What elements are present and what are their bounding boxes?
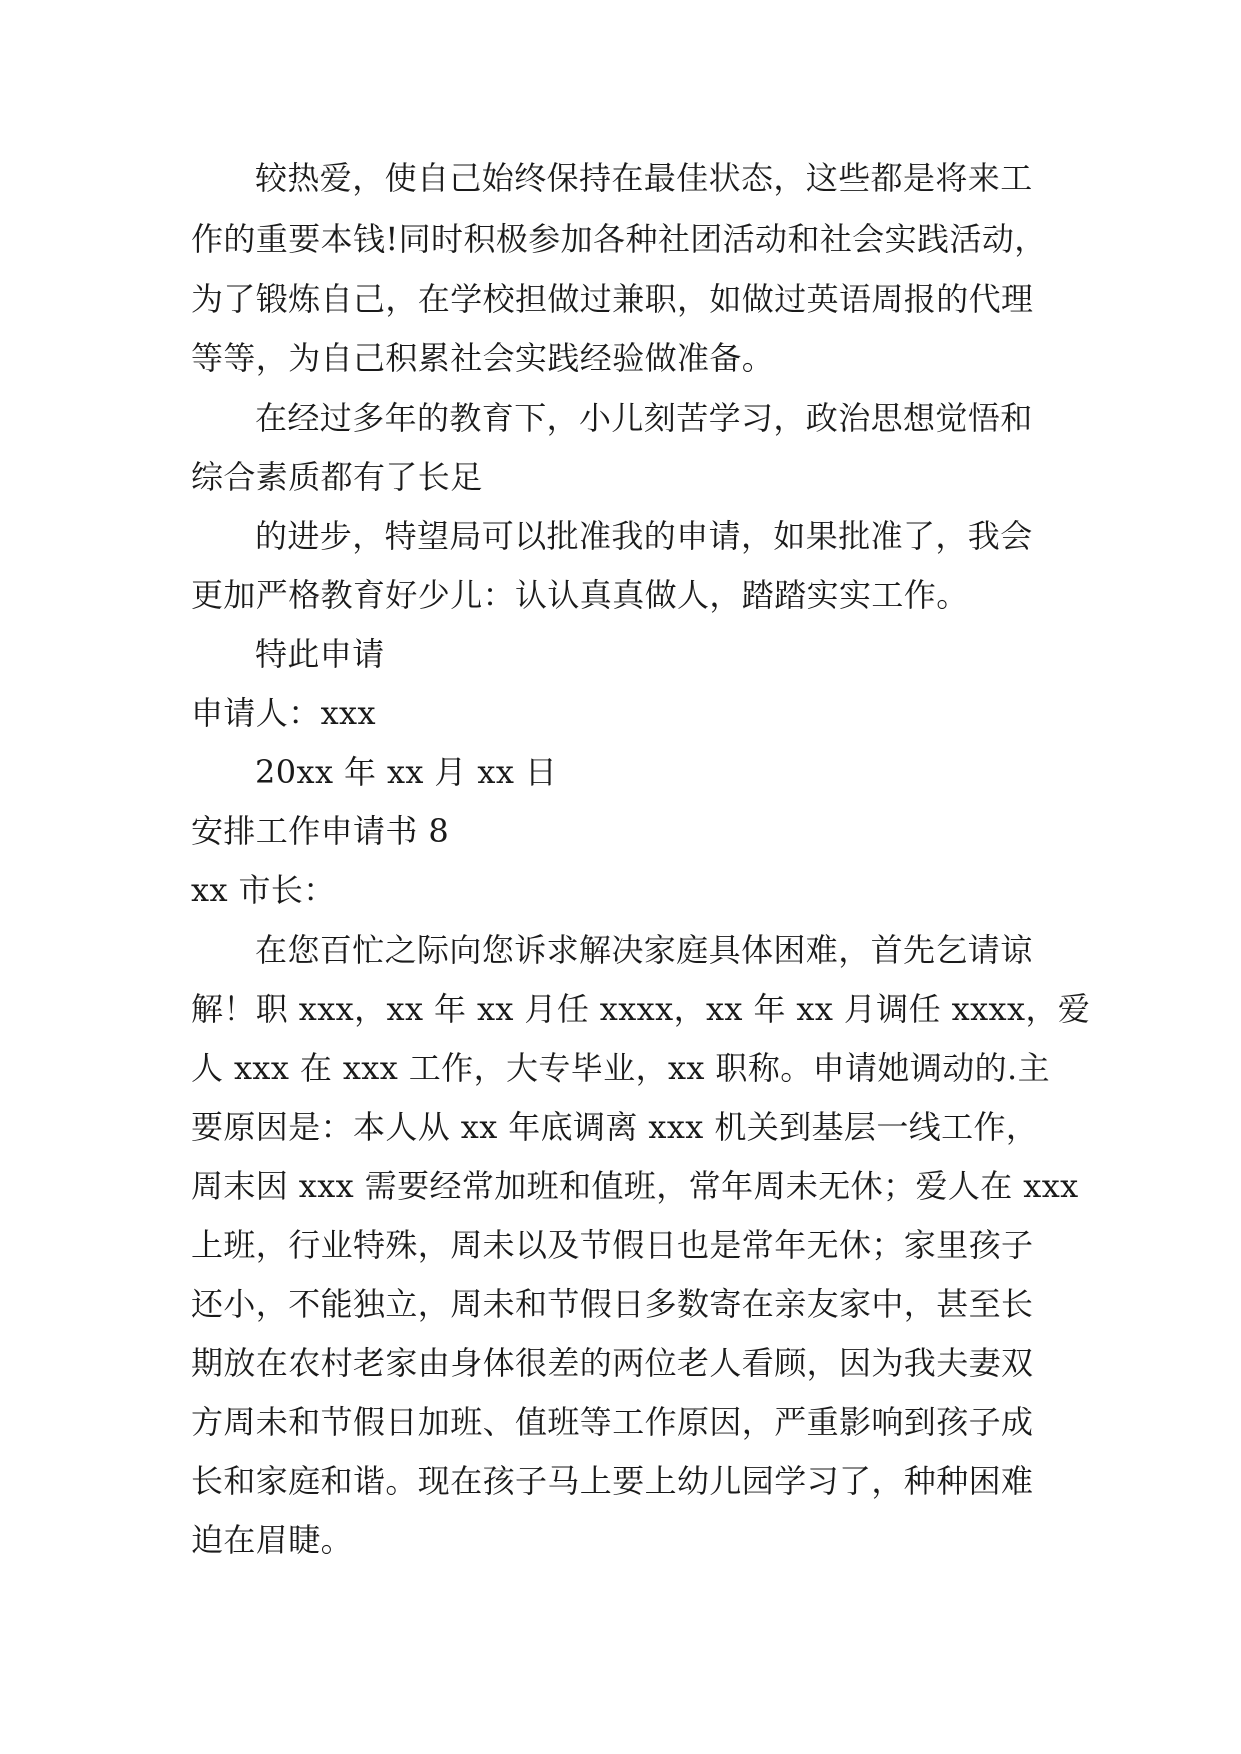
paragraph-line: 为了锻炼自己，在学校担做过兼职，如做过英语周报的代理 [191, 280, 1034, 318]
closing-phrase: 特此申请 [255, 635, 385, 673]
paragraph-line: 在您百忙之际向您诉求解决家庭具体困难，首先乞请谅 [255, 931, 1033, 969]
paragraph-line: 作的重要本钱!同时积极参加各种社团活动和社会实践活动， [191, 220, 1047, 258]
paragraph-line: 较热爱，使自己始终保持在最佳状态，这些都是将来工 [255, 159, 1033, 197]
paragraph-line: 还小，不能独立，周未和节假日多数寄在亲友家中，甚至长 [191, 1285, 1034, 1323]
paragraph-line: 综合素质都有了长足 [191, 458, 483, 496]
paragraph-line: 长和家庭和谐。现在孩子马上要上幼儿园学习了，种种困难 [191, 1462, 1034, 1500]
paragraph-line: 方周未和节假日加班、值班等工作原因，严重影响到孩子成 [191, 1403, 1034, 1441]
paragraph-line: 人 xxx 在 xxx 工作，大专毕业，xx 职称。申请她调动的.主 [191, 1049, 1051, 1087]
paragraph-line: 的进步，特望局可以批准我的申请，如果批准了，我会 [255, 517, 1033, 555]
paragraph-line: 期放在农村老家由身体很差的两位老人看顾，因为我夫妻双 [191, 1344, 1034, 1382]
paragraph-line: 等等，为自己积累社会实践经验做准备。 [191, 339, 775, 377]
paragraph-line: 解！职 xxx，xx 年 xx 月任 xxxx，xx 年 xx 月调任 xxxx，爱 [191, 990, 1091, 1028]
section-title: 安排工作申请书 8 [191, 812, 450, 850]
applicant-signature: 申请人：xxx [191, 694, 376, 732]
paragraph-line: 周末因 xxx 需要经常加班和值班，常年周未无休；爱人在 xxx [191, 1167, 1079, 1205]
paragraph-line: 在经过多年的教育下，小儿刻苦学习，政治思想觉悟和 [255, 399, 1033, 437]
application-date: 20xx 年 xx 月 xx 日 [255, 753, 558, 791]
paragraph-line: 迫在眉睫。 [191, 1521, 354, 1559]
paragraph-line: 更加严格教育好少儿：认认真真做人，踏踏实实工作。 [191, 576, 969, 614]
salutation: xx 市长： [191, 871, 336, 909]
paragraph-line: 要原因是：本人从 xx 年底调离 xxx 机关到基层一线工作， [191, 1108, 1039, 1146]
paragraph-line: 上班，行业特殊，周未以及节假日也是常年无休；家里孩子 [191, 1226, 1034, 1264]
